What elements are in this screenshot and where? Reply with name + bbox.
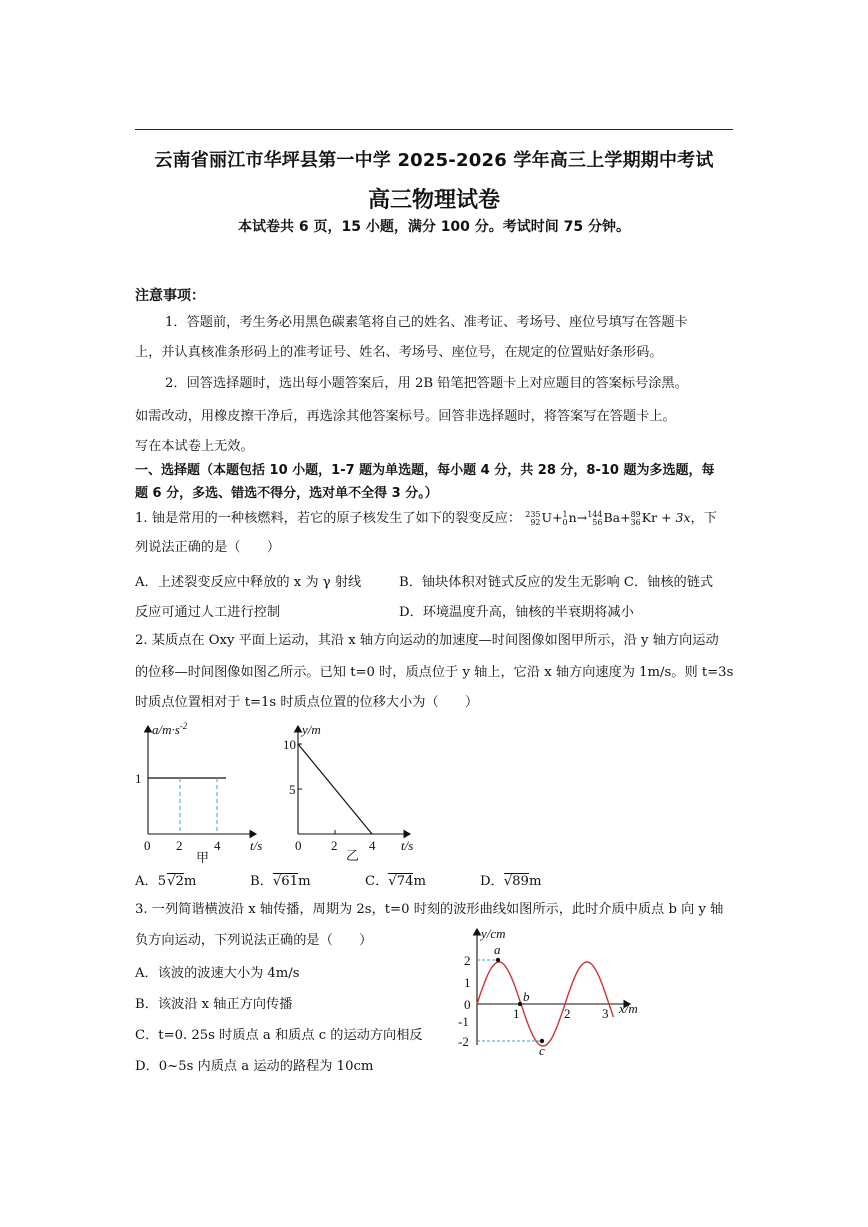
tick-x1: 1 bbox=[513, 1006, 520, 1021]
label-c: c bbox=[539, 1043, 545, 1058]
q2-line3: 时质点位置相对于 t=1s 时质点位置的位移大小为（ ） bbox=[135, 695, 479, 710]
label-b: b bbox=[523, 989, 530, 1004]
x-label: t/s bbox=[250, 838, 263, 853]
q3-option-a: A．该波的波速大小为 4m/s bbox=[135, 966, 300, 981]
q2-option-d-pre: D． bbox=[480, 874, 504, 889]
header-rule bbox=[135, 129, 733, 130]
q2-option-a: A．5√2m bbox=[135, 874, 197, 889]
q1-stem-a: 1. 铀是常用的一种核燃料，若它的原子核发生了如下的裂变反应： bbox=[135, 511, 522, 526]
ba-symbol: Ba bbox=[603, 510, 621, 525]
q2-option-a-pre: A．5 bbox=[135, 874, 167, 889]
tick-x4: 4 bbox=[214, 838, 221, 853]
q2-option-d-rad: 89 bbox=[512, 874, 529, 889]
notice-heading: 注意事项： bbox=[135, 288, 205, 304]
graph-y-t bbox=[285, 722, 425, 862]
q2-option-c-rad: 74 bbox=[396, 874, 414, 889]
section1-line2: 题 6 分，多选、错选不得分，选对单不全得 3 分。） bbox=[135, 486, 438, 501]
q2-option-b: B．√61m bbox=[250, 874, 311, 889]
notice-item1-line2: 上，并认真核准条形码上的准考证号、姓名、考场号、座位号，在规定的位置贴好条形码。 bbox=[135, 345, 663, 360]
notice-item2-line3: 写在本试卷上无效。 bbox=[135, 439, 254, 454]
kr-symbol: Kr bbox=[641, 510, 658, 525]
kr-charge: 36 bbox=[630, 517, 641, 527]
u-symbol: U bbox=[541, 510, 553, 525]
tick-x0: 0 bbox=[295, 838, 302, 853]
q2-option-c-unit: m bbox=[413, 874, 426, 889]
tick-2: 2 bbox=[464, 953, 471, 968]
q1-option-c-cont: 反应可通过人工进行控制 bbox=[135, 605, 281, 620]
q1-option-b: B．铀块体积对链式反应的发生无影响 C．铀核的链式 bbox=[399, 575, 714, 590]
point-a bbox=[496, 958, 500, 962]
q2-line2: 的位移—时间图像如图乙所示。已知 t=0 时，质点位于 y 轴上，它沿 x 轴方向速度为 1m/s。则 t=3s bbox=[135, 665, 734, 680]
q3-option-b: B．该波沿 x 轴正方向传播 bbox=[135, 997, 293, 1012]
x-label: x/m bbox=[619, 1001, 638, 1016]
y-label: $a/m\cdot s^{-2}$ bbox=[152, 721, 188, 737]
kr-mass: 89 bbox=[630, 509, 641, 519]
notice-item2-line1: 2．回答选择题时，选出每小题答案后，用 2B 铅笔把答题卡上对应题目的答案标号涂黑。 bbox=[165, 376, 688, 391]
q2-line1: 2. 某质点在 Oxy 平面上运动，其沿 x 轴方向运动的加速度—时间图像如图甲所示，沿 y 轴方向运动 bbox=[135, 633, 719, 648]
q3-option-c: C．t=0. 25s 时质点 a 和质点 c 的运动方向相反 bbox=[135, 1028, 423, 1043]
exam-info: 本试卷共 6 页，15 小题，满分 100 分。考试时间 75 分钟。 bbox=[237, 219, 631, 235]
tick-x2: 2 bbox=[176, 838, 183, 853]
x-label: t/s bbox=[401, 838, 414, 853]
q1-stem-line2: 列说法正确的是（ ） bbox=[135, 540, 281, 555]
q3-option-d: D．0~5s 内质点 a 运动的路程为 10cm bbox=[135, 1059, 374, 1074]
q2-option-c: C．√74m bbox=[365, 874, 426, 889]
caption: 甲 bbox=[196, 850, 210, 865]
tick-1: 1 bbox=[135, 771, 142, 786]
q2-option-b-rad: 61 bbox=[281, 874, 299, 889]
tick-10: 10 bbox=[283, 737, 296, 752]
q2-option-b-pre: B． bbox=[250, 874, 273, 889]
q1-option-a: A．上述裂变反应中释放的 x 为 γ 射线 bbox=[135, 575, 362, 590]
label-a: a bbox=[494, 942, 501, 957]
n-mass: 1 bbox=[562, 509, 568, 519]
tick-x4: 4 bbox=[369, 838, 376, 853]
q2-option-a-unit: m bbox=[183, 874, 197, 889]
q1-stem bbox=[135, 503, 755, 534]
notice-item2-line2: 如需改动，用橡皮擦干净后，再选涂其他答案标号。回答非选择题时，将答案写在答题卡上。 bbox=[135, 409, 676, 424]
school-line: 云南省丽江市华坪县第一中学 2025-2026 学年高三上学期期中考试 bbox=[154, 150, 714, 171]
notice-item1-line1: 1．答题前，考生务必用黑色碳素笔将自己的姓名、准考证、考场号、座位号填写在答题卡 bbox=[165, 315, 688, 330]
caption: 乙 bbox=[346, 848, 360, 863]
section1-line1: 一、选择题（本题包括 10 小题，1-7 题为单选题，每小题 4 分，共 28 分，8-10 题为多选题，每 bbox=[135, 463, 715, 478]
tick-x2: 2 bbox=[564, 1006, 571, 1021]
y-line bbox=[298, 744, 372, 834]
q2-option-c-pre: C． bbox=[365, 874, 389, 889]
tick-m1: -1 bbox=[458, 1014, 469, 1029]
q2-option-b-unit: m bbox=[298, 874, 311, 889]
q3-line1: 3. 一列简谐横波沿 x 轴传播，周期为 2s，t=0 时刻的波形曲线如图所示，此时介质中质点 b 向 y 轴 bbox=[135, 902, 724, 917]
tick-m2: -2 bbox=[458, 1034, 469, 1049]
u-charge: 92 bbox=[530, 517, 541, 527]
wave-graph bbox=[450, 925, 650, 1060]
tick-x3: 3 bbox=[602, 1006, 609, 1021]
ba-charge: 56 bbox=[592, 517, 603, 527]
tick-1: 1 bbox=[464, 975, 471, 990]
n-symbol: n bbox=[568, 510, 577, 525]
y-label: y/m bbox=[302, 722, 321, 737]
eq-tail: + 3x bbox=[661, 510, 691, 525]
tick-0: 0 bbox=[464, 997, 471, 1012]
tick-5: 5 bbox=[289, 782, 296, 797]
u-mass: 235 bbox=[525, 509, 541, 519]
q1-stem-b: ，下 bbox=[690, 511, 717, 526]
n-charge: 0 bbox=[562, 517, 568, 527]
nuclear-equation: 235 92U+1 0n→144 56Ba+89 36Kr + 3x bbox=[525, 509, 691, 527]
page-title: 高三物理试卷 bbox=[367, 188, 500, 213]
q2-option-a-rad: 2 bbox=[175, 874, 184, 889]
ba-mass: 144 bbox=[587, 509, 603, 519]
q2-option-d-unit: m bbox=[528, 874, 542, 889]
q3-line2: 负方向运动，下列说法正确的是（ ） bbox=[135, 933, 373, 948]
y-label: y/cm bbox=[481, 926, 506, 941]
tick-x0: 0 bbox=[144, 838, 151, 853]
q2-option-d: D．√89m bbox=[480, 874, 542, 889]
graph-a-t bbox=[128, 716, 278, 864]
tick-x2: 2 bbox=[331, 838, 338, 853]
q1-option-d: D．环境温度升高，铀核的半衰期将减小 bbox=[399, 605, 634, 620]
